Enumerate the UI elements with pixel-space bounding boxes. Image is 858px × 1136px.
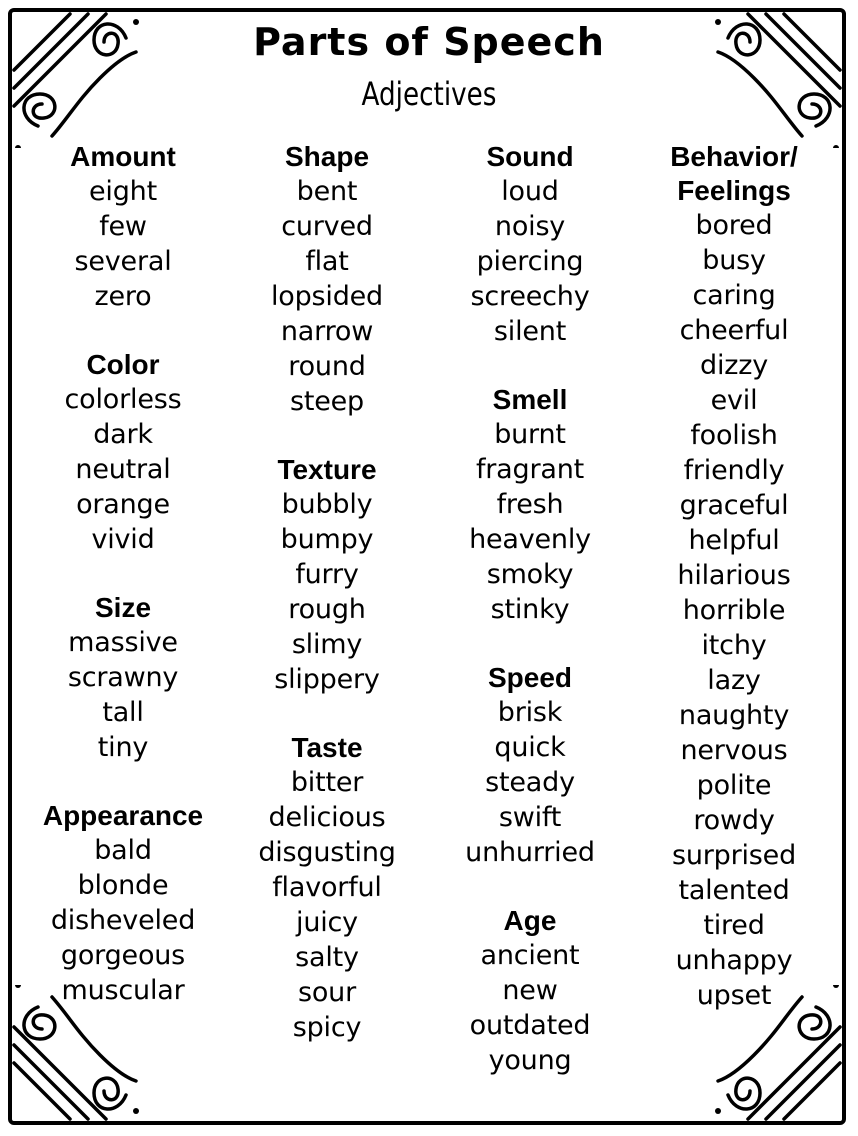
adjective-word: tiny — [97, 732, 149, 763]
adjective-word: gorgeous — [60, 940, 186, 971]
adjective-word: quick — [494, 732, 566, 763]
category-heading: Behavior/ Feelings — [670, 141, 798, 206]
adjective-word: scrawny — [67, 662, 179, 693]
adjective-word: colorless — [64, 384, 182, 415]
adjective-word: curved — [281, 211, 373, 242]
adjective-word: busy — [702, 245, 766, 276]
word-column-4 — [634, 140, 834, 1047]
adjective-word: massive — [68, 627, 178, 658]
page-title: Parts of Speech — [253, 20, 605, 64]
category-block — [227, 453, 427, 697]
category-block — [23, 140, 223, 314]
category-heading: Taste — [291, 732, 363, 763]
adjective-word: spicy — [292, 1012, 362, 1043]
adjective-word: talented — [678, 875, 790, 906]
category-block — [23, 348, 223, 557]
category-block — [227, 731, 427, 1045]
adjective-word: loud — [501, 176, 559, 207]
adjective-word: narrow — [280, 316, 374, 347]
adjective-word: disheveled — [50, 905, 196, 936]
adjective-word: naughty — [678, 700, 790, 731]
category-block — [430, 140, 630, 349]
adjective-word: stinky — [490, 594, 570, 625]
adjective-word: bubbly — [281, 489, 373, 520]
adjective-word: evil — [710, 385, 758, 416]
adjective-word: sour — [298, 977, 356, 1008]
adjective-word: round — [288, 351, 366, 382]
adjective-word: dark — [93, 419, 153, 450]
adjective-word: bent — [296, 176, 358, 207]
adjective-word: juicy — [296, 907, 358, 938]
adjective-word: orange — [76, 489, 170, 520]
adjective-word: foolish — [690, 420, 778, 451]
category-heading: Amount — [70, 141, 176, 172]
adjective-word: ancient — [480, 940, 580, 971]
adjective-word: bald — [94, 835, 152, 866]
adjective-word: fresh — [496, 489, 564, 520]
adjective-word: slimy — [291, 629, 363, 660]
adjective-word: vivid — [91, 524, 155, 555]
adjective-word: salty — [295, 942, 359, 973]
adjective-word: young — [488, 1045, 572, 1076]
adjective-word: bored — [695, 210, 773, 241]
category-heading: Color — [86, 349, 160, 380]
adjective-word: horrible — [682, 595, 786, 626]
adjective-word: fragrant — [475, 454, 585, 485]
adjective-word: bumpy — [280, 524, 374, 555]
word-column-1 — [23, 140, 223, 1042]
adjective-word: surprised — [671, 840, 797, 871]
adjective-word: new — [502, 975, 558, 1006]
adjective-word: rowdy — [693, 805, 775, 836]
adjective-word: piercing — [476, 246, 584, 277]
adjective-word: tired — [703, 910, 765, 941]
adjective-word: itchy — [701, 630, 767, 661]
adjective-word: few — [99, 211, 147, 242]
adjective-word: blonde — [77, 870, 169, 901]
category-heading: Appearance — [42, 800, 204, 831]
adjective-word: flavorful — [272, 872, 382, 903]
adjective-word: silent — [493, 316, 567, 347]
adjective-word: neutral — [75, 454, 171, 485]
adjective-word: nervous — [680, 735, 788, 766]
adjective-word: eight — [89, 176, 157, 207]
adjective-word: caring — [692, 280, 776, 311]
adjective-word: lazy — [707, 665, 761, 696]
category-block — [430, 904, 630, 1078]
category-block — [430, 383, 630, 627]
adjective-word: furry — [295, 559, 359, 590]
adjective-word: screechy — [470, 281, 590, 312]
adjective-word: brisk — [497, 697, 563, 728]
adjective-word: friendly — [683, 455, 785, 486]
adjective-word: rough — [288, 594, 366, 625]
adjective-word: polite — [696, 770, 772, 801]
category-heading: Age — [503, 905, 557, 936]
adjective-word: slippery — [274, 664, 380, 695]
adjective-word: graceful — [679, 490, 789, 521]
adjective-word: heavenly — [469, 524, 591, 555]
adjective-word: hilarious — [677, 560, 791, 591]
adjective-word: bitter — [290, 767, 364, 798]
adjective-word: disgusting — [258, 837, 396, 868]
adjective-word: upset — [696, 980, 772, 1011]
adjective-word: helpful — [688, 525, 780, 556]
category-heading: Texture — [277, 454, 377, 485]
category-heading: Sound — [486, 141, 574, 172]
adjective-word: zero — [94, 281, 152, 312]
adjective-word: delicious — [268, 802, 386, 833]
category-heading: Shape — [284, 141, 370, 172]
adjective-word: cheerful — [679, 315, 789, 346]
adjective-word: outdated — [469, 1010, 591, 1041]
adjective-word: unhurried — [465, 837, 595, 868]
category-heading: Size — [94, 592, 152, 623]
category-block — [23, 799, 223, 1008]
category-block — [227, 140, 427, 419]
category-block — [23, 591, 223, 765]
adjective-word: lopsided — [270, 281, 384, 312]
category-heading: Smell — [492, 384, 568, 415]
word-column-2 — [227, 140, 427, 1079]
adjective-word: swift — [498, 802, 562, 833]
adjective-word: several — [74, 246, 172, 277]
adjective-word: tall — [102, 697, 144, 728]
adjective-word: muscular — [61, 975, 185, 1006]
page-subtitle: Adjectives — [361, 75, 497, 113]
category-heading: Speed — [487, 662, 573, 693]
word-column-3 — [430, 140, 630, 1112]
adjective-word: steady — [485, 767, 575, 798]
adjective-word: smoky — [486, 559, 574, 590]
adjective-word: unhappy — [675, 945, 793, 976]
adjective-word: burnt — [494, 419, 566, 450]
adjective-word: steep — [289, 386, 364, 417]
category-block — [430, 661, 630, 870]
adjective-word: flat — [305, 246, 349, 277]
category-block — [634, 140, 834, 1013]
adjective-word: dizzy — [700, 350, 768, 381]
adjective-word: noisy — [494, 211, 566, 242]
